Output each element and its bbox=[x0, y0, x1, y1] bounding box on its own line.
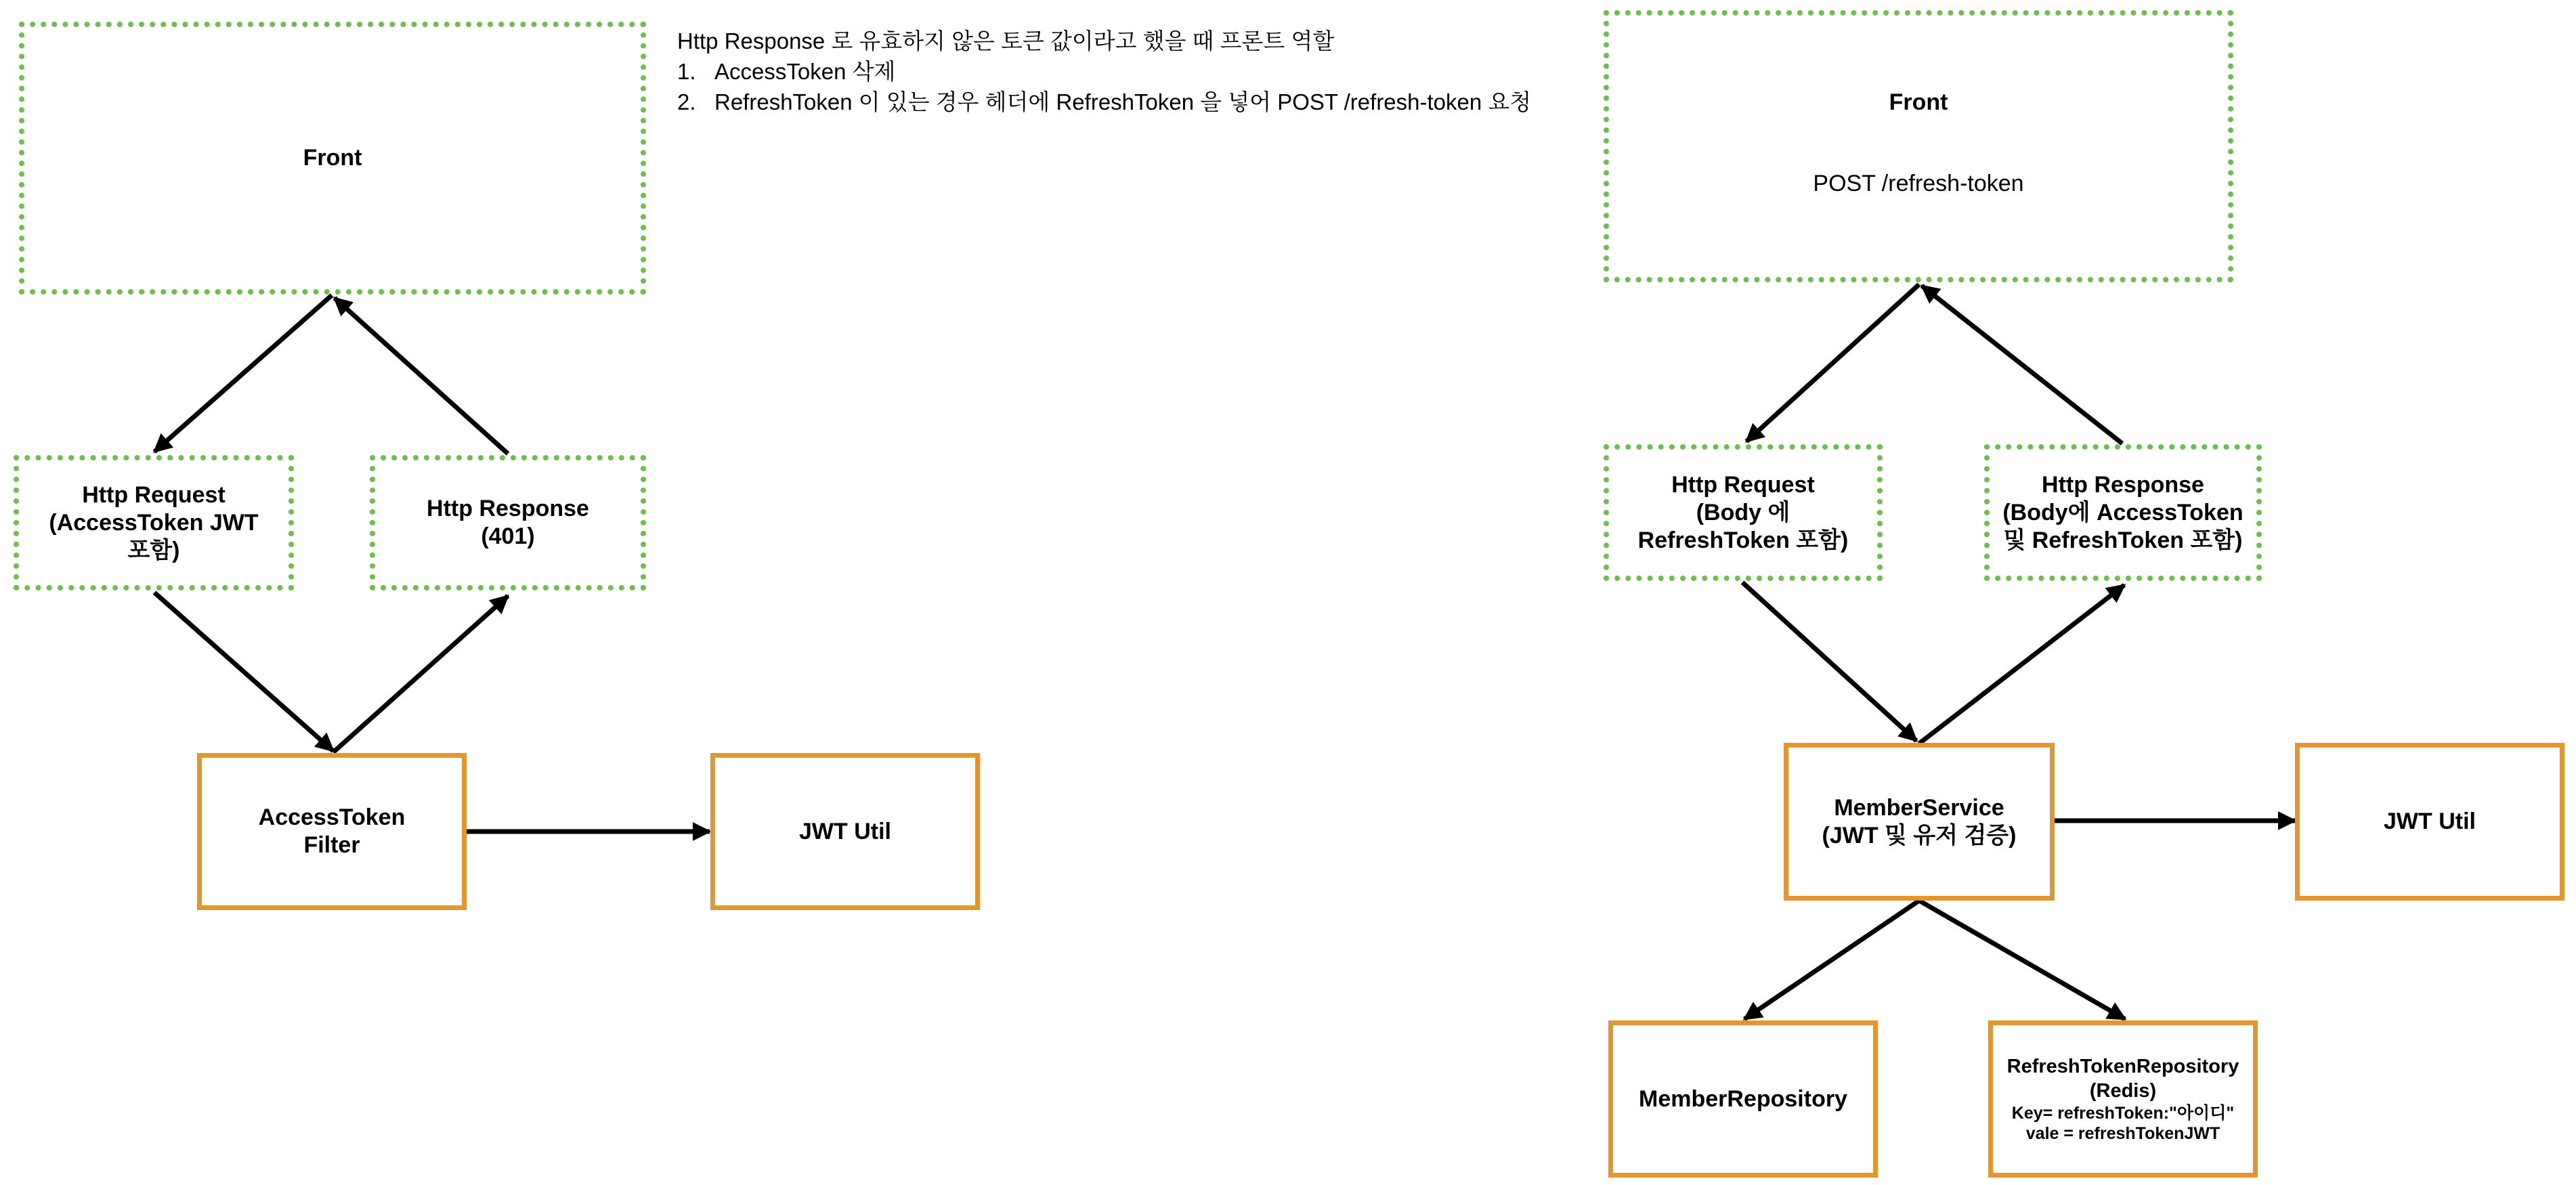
left-jwt-util-box bbox=[710, 753, 980, 910]
left-front-label: Front bbox=[303, 145, 362, 171]
member-repository-label: MemberRepository bbox=[1639, 1085, 1847, 1112]
arrow-filter-to-response bbox=[333, 596, 508, 752]
left-jwt-util-label: JWT Util bbox=[799, 818, 891, 844]
front-role-notes bbox=[677, 26, 1531, 117]
right-jwt-util-box bbox=[2295, 743, 2564, 901]
arrow-front-to-request bbox=[154, 295, 332, 452]
right-http-request-box bbox=[1604, 444, 1883, 581]
notes-heading: Http Response 로 유효하지 않은 토큰 값이라고 했을 때 프론트 역할 bbox=[677, 28, 1335, 53]
arrow-service-to-refreshrepo bbox=[1919, 901, 2125, 1019]
left-http-response-line2: (401) bbox=[481, 523, 535, 549]
arrow-request-to-filter bbox=[154, 592, 333, 751]
right-http-request-line2: (Body 에 bbox=[1696, 499, 1790, 525]
member-service-line2: (JWT 및 유저 검증) bbox=[1822, 822, 2017, 848]
right-front-endpoint: POST /refresh-token bbox=[1813, 171, 2024, 196]
refresh-repo-line1: RefreshTokenRepository bbox=[2006, 1056, 2239, 1077]
left-http-response-box bbox=[370, 455, 646, 590]
arrow-service-to-response2 bbox=[1919, 585, 2124, 744]
right-jwt-util-label: JWT Util bbox=[2384, 809, 2476, 834]
notes-item-text: RefreshToken 이 있는 경우 헤더에 RefreshToken 을 넣어 POST /refresh-token 요청 bbox=[714, 89, 1532, 114]
right-http-response-line3: 및 RefreshToken 포함) bbox=[2003, 527, 2243, 553]
arrow-response2-to-front2 bbox=[1922, 286, 2122, 444]
left-http-response-line1: Http Response bbox=[427, 496, 589, 521]
left-http-request-line1: Http Request bbox=[82, 481, 226, 508]
member-service-box bbox=[1784, 743, 2055, 901]
left-http-request-line3: 포함) bbox=[127, 537, 180, 563]
notes-item bbox=[677, 56, 1531, 87]
right-http-response-line1: Http Response bbox=[2042, 471, 2204, 498]
left-http-request-box bbox=[14, 455, 294, 590]
right-front-label: Front bbox=[1889, 89, 1948, 115]
refresh-repo-line3: Key= refreshToken:"아이디" bbox=[2011, 1104, 2235, 1123]
refresh-repo-line4: vale = refreshTokenJWT bbox=[2025, 1124, 2220, 1143]
arrow-front2-to-request2 bbox=[1746, 284, 1919, 441]
left-front-box bbox=[19, 22, 646, 295]
notes-item-number: 2. bbox=[677, 89, 696, 114]
member-service-line1: MemberService bbox=[1834, 794, 2004, 821]
accesstoken-filter-line1: AccessToken bbox=[258, 804, 406, 830]
left-http-request-line2: (AccessToken JWT bbox=[49, 509, 259, 536]
notes-item-text: AccessToken 삭제 bbox=[714, 59, 896, 84]
arrow-request2-to-service bbox=[1742, 582, 1916, 741]
right-http-response-line2: (Body에 AccessToken bbox=[2002, 499, 2244, 525]
refresh-repo-line2: (Redis) bbox=[2089, 1080, 2157, 1102]
right-http-request-line1: Http Request bbox=[1671, 471, 1815, 498]
refresh-token-repository-box bbox=[1988, 1020, 2258, 1178]
notes-item-number: 1. bbox=[677, 59, 696, 84]
accesstoken-filter-box bbox=[197, 753, 467, 910]
accesstoken-filter-line2: Filter bbox=[303, 832, 360, 858]
member-repository-box bbox=[1608, 1020, 1878, 1178]
notes-item bbox=[677, 87, 1531, 117]
arrow-service-to-memberrepo bbox=[1744, 901, 1919, 1019]
right-front-box bbox=[1604, 10, 2233, 282]
arrow-response-to-front bbox=[335, 298, 508, 454]
right-http-request-line3: RefreshToken 포함) bbox=[1637, 527, 1849, 553]
right-http-response-box bbox=[1984, 444, 2262, 581]
